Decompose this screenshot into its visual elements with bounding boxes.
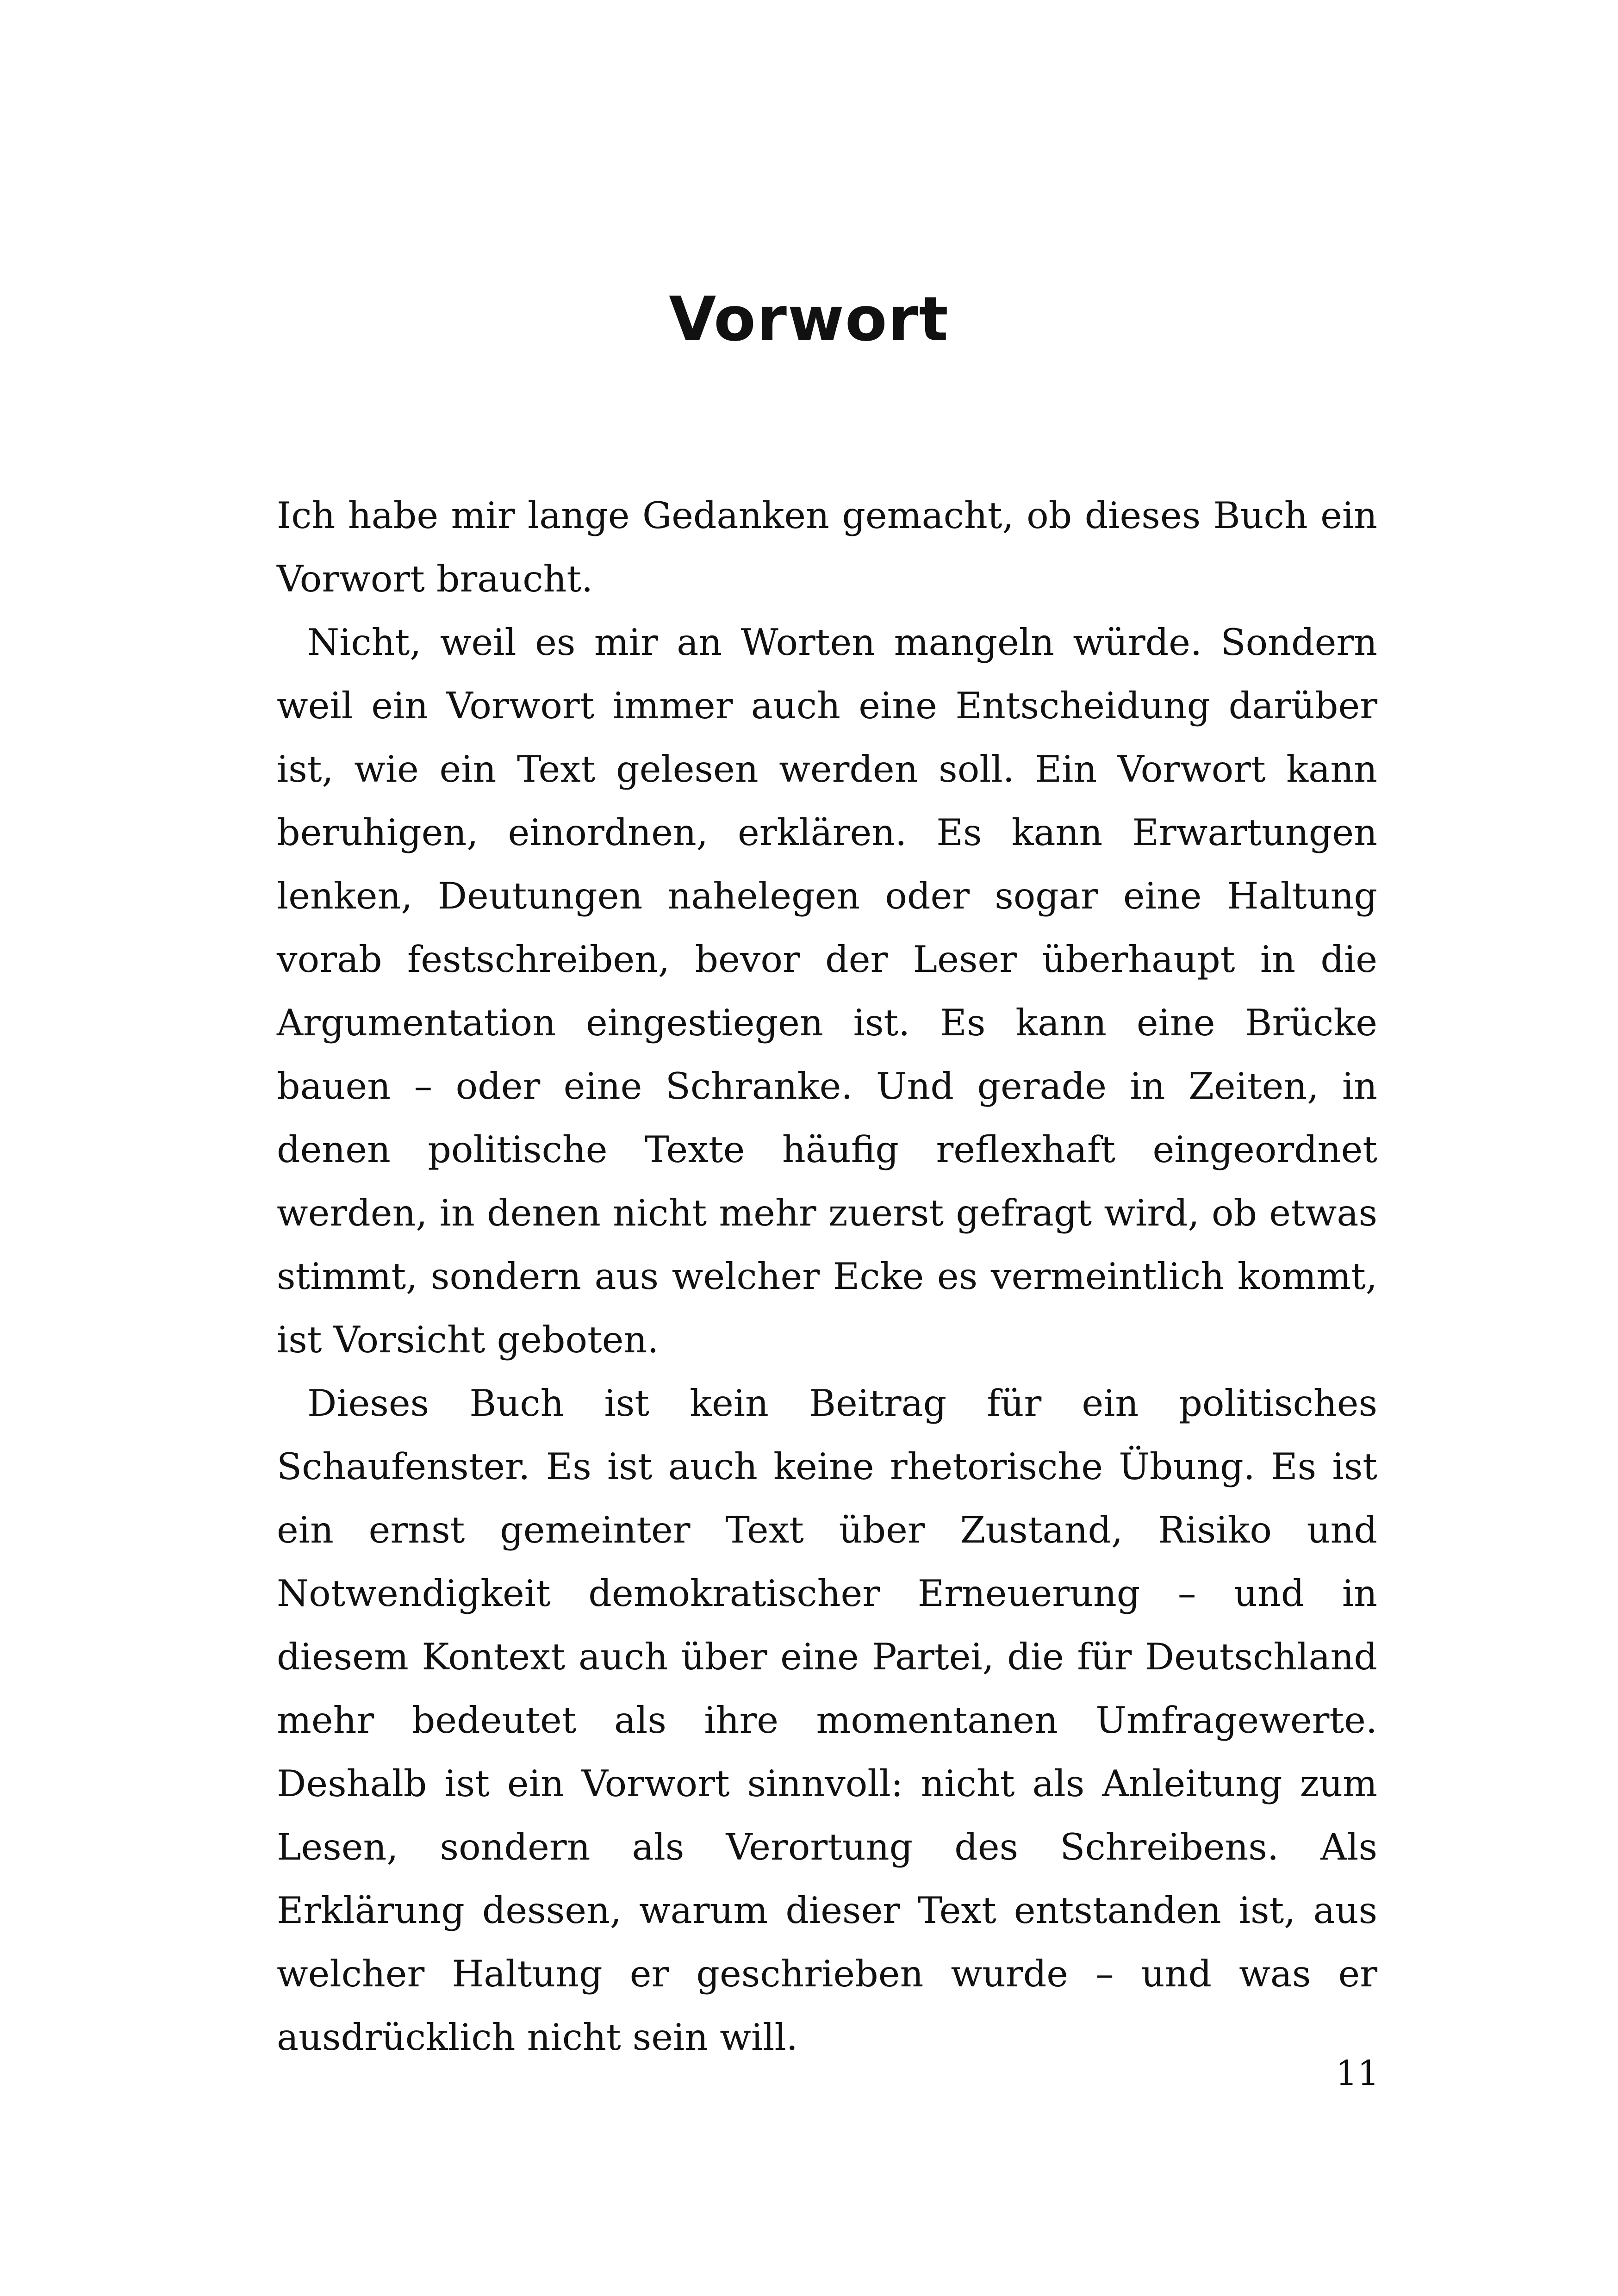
chapter-title: Vorwort: [669, 284, 949, 355]
paragraph-1: Ich habe mir lange Gedanken gemacht, ob dieses Buch ein Vorwort braucht.: [277, 494, 1377, 600]
body-text: [277, 484, 1377, 2069]
page-number: 11: [1335, 2053, 1379, 2093]
paragraph-3: Dieses Buch ist kein Beitrag für ein politisches Schaufenster. Es ist auch keine rhetorische Übung. Es ist ein ernst gemeinter Text über Zustand, Risiko und Notwendigkeit demokratischer Erneuerung – und in diesem Kontext auch über eine Partei, die für Deutschland mehr bedeutet als ihre momentanen Umfragewerte. Deshalb ist ein Vorwort sinnvoll: nicht als Anleitung zum Lesen, sondern als Verortung des Schreibens. Als Erklärung dessen, warum dieser Text entstanden ist, aus welcher Haltung er geschrieben wurde – und was er ausdrücklich nicht sein will.: [277, 1382, 1377, 2059]
paragraph-2: Nicht, weil es mir an Worten mangeln würde. Sondern weil ein Vorwort immer auch eine Entscheidung darüber ist, wie ein Text gelesen werden soll. Ein Vorwort kann beruhigen, einordnen, erklären. Es kann Erwartungen lenken, Deutungen nahelegen oder sogar eine Haltung vorab festschreiben, bevor der Leser überhaupt in die Argumentation eingestiegen ist. Es kann eine Brücke bauen – oder eine Schranke. Und gerade in Zeiten, in denen politische Texte häufig reflexhaft eingeordnet werden, in denen nicht mehr zuerst gefragt wird, ob etwas stimmt, sondern aus welcher Ecke es vermeintlich kommt, ist Vorsicht geboten.: [277, 621, 1377, 1361]
